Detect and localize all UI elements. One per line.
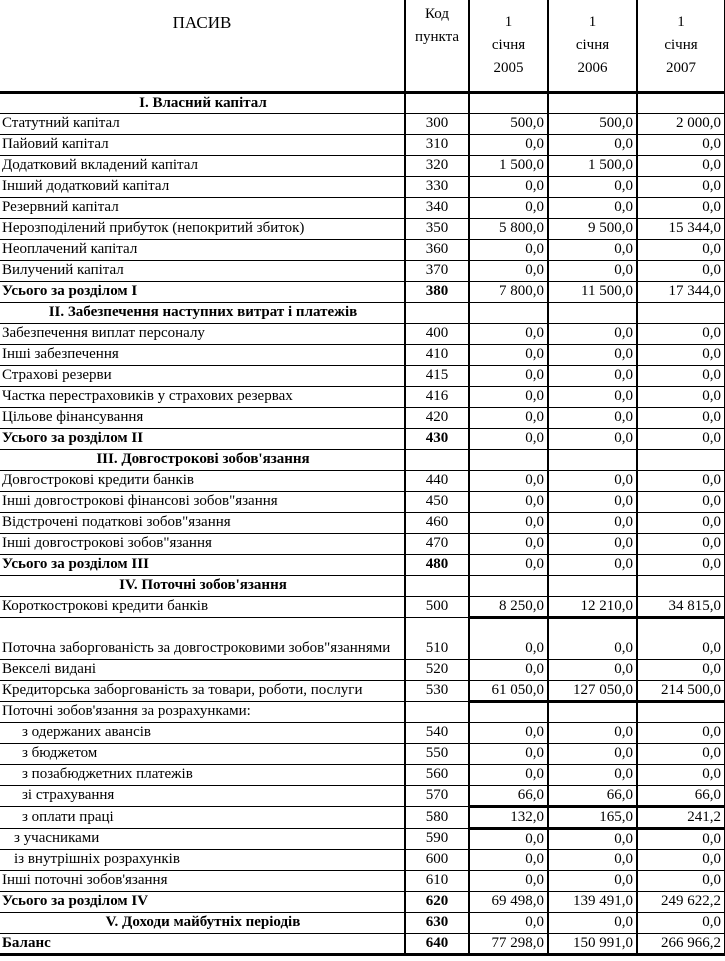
row-value: 241,2 [637, 806, 725, 828]
row-value: 0,0 [637, 743, 725, 764]
row-label: Цільове фінансування [0, 407, 405, 428]
row-value: 0,0 [548, 828, 637, 849]
row-label: з бюджетом [0, 743, 405, 764]
table-row [0, 113, 725, 134]
row-code: 340 [405, 197, 469, 218]
row-value [469, 449, 548, 470]
row-value: 9 500,0 [548, 218, 637, 239]
row-value: 0,0 [469, 849, 548, 870]
period-year: 2007 [666, 59, 696, 76]
row-value: 0,0 [469, 260, 548, 281]
row-value: 0,0 [469, 617, 548, 659]
row-value: 0,0 [548, 428, 637, 449]
row-label: Відстрочені податкові зобов"язання [0, 512, 405, 533]
table-row [0, 302, 725, 323]
row-label: Вилучений капітал [0, 260, 405, 281]
row-value: 2 000,0 [637, 113, 725, 134]
table-row [0, 323, 725, 344]
row-code: 320 [405, 155, 469, 176]
row-value: 0,0 [637, 617, 725, 659]
row-value: 0,0 [548, 407, 637, 428]
row-label: І. Власний капітал [0, 92, 405, 113]
row-value: 0,0 [637, 722, 725, 743]
row-value: 0,0 [548, 764, 637, 785]
row-code: 370 [405, 260, 469, 281]
row-value: 0,0 [469, 491, 548, 512]
row-value: 0,0 [637, 407, 725, 428]
row-label: Страхові резерви [0, 365, 405, 386]
row-value: 0,0 [469, 407, 548, 428]
table-row [0, 743, 725, 764]
row-value: 0,0 [469, 659, 548, 680]
row-value: 132,0 [469, 806, 548, 828]
row-label: Додатковий вкладений капітал [0, 155, 405, 176]
row-value [548, 449, 637, 470]
row-value: 0,0 [637, 470, 725, 491]
row-value: 0,0 [548, 533, 637, 554]
row-value: 0,0 [548, 260, 637, 281]
column-header-code-line1: Код [425, 6, 449, 22]
row-value: 0,0 [469, 554, 548, 575]
row-value: 0,0 [548, 659, 637, 680]
row-value: 0,0 [637, 197, 725, 218]
row-value: 0,0 [637, 260, 725, 281]
row-value: 5 800,0 [469, 218, 548, 239]
row-value: 165,0 [548, 806, 637, 828]
row-code: 570 [405, 785, 469, 806]
row-value: 0,0 [637, 323, 725, 344]
row-code: 440 [405, 470, 469, 491]
row-label: Частка перестраховиків у страхових резервах [0, 386, 405, 407]
row-code: 450 [405, 491, 469, 512]
period-day: 1 [588, 13, 597, 30]
table-row [0, 701, 725, 722]
row-value: 0,0 [469, 365, 548, 386]
row-code: 520 [405, 659, 469, 680]
table-row [0, 491, 725, 512]
row-label: Резервний капітал [0, 197, 405, 218]
row-value: 0,0 [548, 470, 637, 491]
row-label: Інші довгострокові зобов"язання [0, 533, 405, 554]
row-label: Забезпечення виплат персоналу [0, 323, 405, 344]
row-label: Інший додатковий капітал [0, 176, 405, 197]
row-code: 620 [405, 891, 469, 912]
row-value: 0,0 [469, 470, 548, 491]
row-value: 7 800,0 [469, 281, 548, 302]
row-value: 0,0 [548, 365, 637, 386]
row-code: 420 [405, 407, 469, 428]
table-row [0, 659, 725, 680]
row-code: 430 [405, 428, 469, 449]
row-code [405, 92, 469, 113]
row-value [637, 302, 725, 323]
table-row [0, 828, 725, 849]
row-label: Усього за розділом ІІІ [0, 554, 405, 575]
row-value: 0,0 [548, 617, 637, 659]
row-code: 470 [405, 533, 469, 554]
period-month: січня [664, 36, 698, 53]
row-label: з одержаних авансів [0, 722, 405, 743]
row-value: 1 500,0 [548, 155, 637, 176]
table-row [0, 891, 725, 912]
row-value: 0,0 [637, 491, 725, 512]
row-value: 214 500,0 [637, 680, 725, 701]
table-row [0, 470, 725, 491]
row-value: 0,0 [637, 428, 725, 449]
row-value: 0,0 [548, 849, 637, 870]
table-row [0, 764, 725, 785]
row-value: 139 491,0 [548, 891, 637, 912]
row-code: 590 [405, 828, 469, 849]
row-value: 0,0 [548, 197, 637, 218]
row-code: 510 [405, 617, 469, 659]
row-value [637, 701, 725, 722]
row-value [469, 302, 548, 323]
row-value: 0,0 [469, 764, 548, 785]
row-value: 66,0 [637, 785, 725, 806]
row-value: 266 966,2 [637, 933, 725, 954]
table-row [0, 260, 725, 281]
row-code: 500 [405, 596, 469, 617]
row-code: 540 [405, 722, 469, 743]
row-code: 530 [405, 680, 469, 701]
row-value: 17 344,0 [637, 281, 725, 302]
row-label: Пайовий капітал [0, 134, 405, 155]
column-header-code-line2: пункта [414, 29, 460, 45]
row-label: V. Доходи майбутніх періодів [0, 912, 405, 933]
table-row [0, 218, 725, 239]
table-row [0, 933, 725, 954]
row-value [469, 92, 548, 113]
row-code: 310 [405, 134, 469, 155]
row-value: 500,0 [469, 113, 548, 134]
row-code: 640 [405, 933, 469, 954]
row-value: 1 500,0 [469, 155, 548, 176]
row-value: 0,0 [469, 722, 548, 743]
table-row [0, 428, 725, 449]
row-label: ІІІ. Довгострокові зобов'язання [0, 449, 405, 470]
table-row [0, 533, 725, 554]
row-code [405, 575, 469, 596]
row-value: 0,0 [637, 533, 725, 554]
row-value: 0,0 [637, 912, 725, 933]
row-value: 0,0 [548, 344, 637, 365]
row-code: 410 [405, 344, 469, 365]
table-row [0, 722, 725, 743]
row-value: 0,0 [637, 659, 725, 680]
row-value: 66,0 [548, 785, 637, 806]
table-row [0, 512, 725, 533]
table-row [0, 92, 725, 113]
row-value: 0,0 [637, 554, 725, 575]
row-code: 480 [405, 554, 469, 575]
row-value: 0,0 [469, 512, 548, 533]
table-row [0, 176, 725, 197]
table-row [0, 596, 725, 617]
row-label: Векселі видані [0, 659, 405, 680]
row-code: 415 [405, 365, 469, 386]
row-value: 61 050,0 [469, 680, 548, 701]
period-month: січня [575, 36, 610, 53]
row-label: Короткострокові кредити банків [0, 596, 405, 617]
row-label: Статутний капітал [0, 113, 405, 134]
period-year: 2006 [577, 59, 608, 76]
row-value: 0,0 [637, 155, 725, 176]
row-label: ІІ. Забезпечення наступних витрат і платежів [0, 302, 405, 323]
row-code: 380 [405, 281, 469, 302]
row-value: 0,0 [637, 239, 725, 260]
row-label: IV. Поточні зобов'язання [0, 575, 405, 596]
row-label: Нерозподілений прибуток (непокритий збиток) [0, 218, 405, 239]
table-row [0, 849, 725, 870]
table-body [0, 92, 725, 954]
table-row [0, 449, 725, 470]
row-code: 630 [405, 912, 469, 933]
row-code: 300 [405, 113, 469, 134]
row-code: 580 [405, 806, 469, 828]
table-row [0, 407, 725, 428]
row-value: 0,0 [469, 828, 548, 849]
row-value: 0,0 [469, 239, 548, 260]
row-value: 34 815,0 [637, 596, 725, 617]
period-year: 2005 [493, 59, 524, 76]
row-code [405, 302, 469, 323]
row-value: 0,0 [637, 512, 725, 533]
row-value [637, 449, 725, 470]
row-value: 69 498,0 [469, 891, 548, 912]
row-label: Інші довгострокові фінансові зобов"язання [0, 491, 405, 512]
row-code: 600 [405, 849, 469, 870]
row-value: 0,0 [548, 386, 637, 407]
row-value: 249 622,2 [637, 891, 725, 912]
table-row [0, 281, 725, 302]
row-value [548, 92, 637, 113]
period-day: 1 [504, 13, 513, 30]
table-row [0, 785, 725, 806]
row-value: 15 344,0 [637, 218, 725, 239]
row-value: 127 050,0 [548, 680, 637, 701]
row-code: 560 [405, 764, 469, 785]
row-value [548, 701, 637, 722]
period-month: січня [491, 36, 526, 53]
row-value: 66,0 [469, 785, 548, 806]
row-label: Неоплачений капітал [0, 239, 405, 260]
table-row [0, 554, 725, 575]
table-row [0, 155, 725, 176]
row-value [637, 575, 725, 596]
row-value: 0,0 [548, 554, 637, 575]
row-code: 350 [405, 218, 469, 239]
table-row [0, 134, 725, 155]
row-value: 0,0 [469, 197, 548, 218]
row-value: 0,0 [469, 176, 548, 197]
row-value [548, 575, 637, 596]
row-value: 0,0 [548, 323, 637, 344]
row-value: 0,0 [469, 134, 548, 155]
column-header-period-2006 [548, 0, 637, 92]
row-value: 0,0 [548, 491, 637, 512]
row-label: з позабюджетних платежів [0, 764, 405, 785]
row-value: 0,0 [548, 239, 637, 260]
row-value: 0,0 [469, 743, 548, 764]
row-label: Поточні зобов'язання за розрахунками: [0, 701, 405, 722]
row-code: 416 [405, 386, 469, 407]
row-value: 0,0 [469, 912, 548, 933]
row-value: 0,0 [548, 134, 637, 155]
row-value [469, 575, 548, 596]
row-value: 0,0 [548, 722, 637, 743]
row-value: 0,0 [469, 323, 548, 344]
column-header-code [405, 0, 469, 92]
row-value: 0,0 [637, 365, 725, 386]
table-row [0, 365, 725, 386]
row-label: Баланс [0, 933, 405, 954]
row-value: 0,0 [637, 386, 725, 407]
table-row [0, 680, 725, 701]
row-value: 0,0 [469, 533, 548, 554]
row-value: 0,0 [469, 870, 548, 891]
column-header-passiv: ПАСИВ [0, 0, 405, 92]
row-label: зі страхування [0, 785, 405, 806]
table-row [0, 575, 725, 596]
row-label: Усього за розділом ІІ [0, 428, 405, 449]
row-value: 0,0 [637, 849, 725, 870]
table-row [0, 344, 725, 365]
table-row [0, 806, 725, 828]
row-value: 500,0 [548, 113, 637, 134]
row-value: 0,0 [637, 134, 725, 155]
row-value: 0,0 [469, 344, 548, 365]
row-value: 150 991,0 [548, 933, 637, 954]
table-row [0, 239, 725, 260]
row-value: 0,0 [469, 386, 548, 407]
header-row [0, 0, 725, 92]
row-code: 330 [405, 176, 469, 197]
row-label: Поточна заборгованість за довгостроковими зобов"язаннями [0, 617, 405, 659]
row-value: 0,0 [637, 828, 725, 849]
table-row [0, 386, 725, 407]
row-value: 0,0 [637, 764, 725, 785]
row-value: 12 210,0 [548, 596, 637, 617]
row-value: 0,0 [637, 176, 725, 197]
row-value: 0,0 [637, 344, 725, 365]
row-label: Довгострокові кредити банків [0, 470, 405, 491]
row-value: 0,0 [548, 176, 637, 197]
row-label: Інші поточні зобов'язання [0, 870, 405, 891]
row-label: Усього за розділом IV [0, 891, 405, 912]
row-code: 550 [405, 743, 469, 764]
row-label: з учасниками [0, 828, 405, 849]
row-value: 0,0 [469, 428, 548, 449]
row-value: 0,0 [548, 743, 637, 764]
row-code: 360 [405, 239, 469, 260]
row-code [405, 701, 469, 722]
row-label: Кредиторська заборгованість за товари, роботи, послуги [0, 680, 405, 701]
row-label: з оплати праці [0, 806, 405, 828]
row-code: 400 [405, 323, 469, 344]
period-day: 1 [677, 13, 685, 30]
row-code [405, 449, 469, 470]
row-value [469, 701, 548, 722]
row-label: Інші забезпечення [0, 344, 405, 365]
row-value [548, 302, 637, 323]
row-value: 11 500,0 [548, 281, 637, 302]
row-value: 0,0 [637, 870, 725, 891]
row-label: Усього за розділом І [0, 281, 405, 302]
table-row [0, 870, 725, 891]
column-header-period-2005 [469, 0, 548, 92]
table-row [0, 197, 725, 218]
row-code: 460 [405, 512, 469, 533]
table-row [0, 912, 725, 933]
row-value: 77 298,0 [469, 933, 548, 954]
row-value: 0,0 [548, 912, 637, 933]
row-value: 0,0 [548, 512, 637, 533]
row-code: 610 [405, 870, 469, 891]
row-value [637, 92, 725, 113]
column-header-period-2007 [637, 0, 725, 92]
table-row [0, 617, 725, 659]
row-value: 8 250,0 [469, 596, 548, 617]
row-label: із внутрішніх розрахунків [0, 849, 405, 870]
row-value: 0,0 [548, 870, 637, 891]
